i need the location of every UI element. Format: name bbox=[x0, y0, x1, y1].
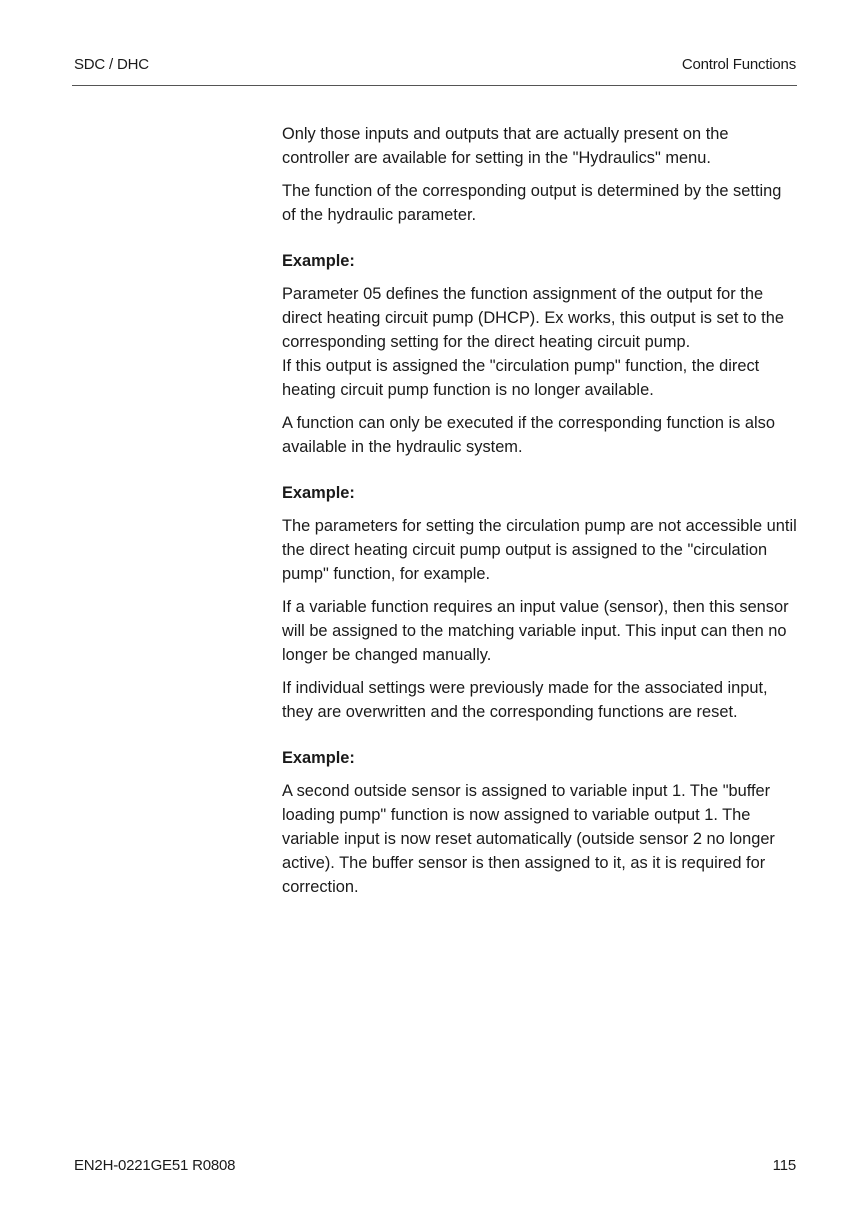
paragraph-inputs-outputs: Only those inputs and outputs that are actually present on the controller are available for setting in the "Hydraulics" menu. bbox=[282, 125, 729, 167]
paragraph-variable-function: If a variable function requires an input value (sensor), then this sensor will be assigned to the matching variable input. This input can then no longer be changed manually. bbox=[282, 598, 789, 664]
paragraph-function-execution: A function can only be executed if the corresponding function is also available in the hydraulic system. bbox=[282, 414, 775, 456]
example-heading-3: Example: bbox=[282, 749, 355, 767]
footer-page-number: 115 bbox=[772, 1157, 796, 1174]
header-divider bbox=[72, 85, 797, 86]
header-product: SDC / DHC bbox=[74, 56, 149, 73]
example-3-text: A second outside sensor is assigned to variable input 1. The "buffer loading pump" function is now assigned to variable output 1. The variable input is now reset automatically (outside sensor 2 no longer active). The buffer sensor is then assigned to it, as it is required for correction. bbox=[282, 782, 775, 896]
footer-document-code: EN2H-0221GE51 R0808 bbox=[74, 1157, 236, 1174]
example-heading-1: Example: bbox=[282, 252, 355, 270]
paragraph-individual-settings: If individual settings were previously made for the associated input, they are overwritten and the corresponding functions are reset. bbox=[282, 679, 768, 721]
paragraph-output-function: The function of the corresponding output is determined by the setting of the hydraulic parameter. bbox=[282, 182, 782, 224]
example-2-text: The parameters for setting the circulation pump are not accessible until the direct heating circuit pump output is assigned to the "circulation pump" function, for example. bbox=[282, 517, 797, 583]
example-1-text-a: Parameter 05 defines the function assignment of the output for the direct heating circuit pump (DHCP). Ex works, this output is set to the corresponding setting for the direct heating circuit pump. bbox=[282, 285, 784, 351]
example-heading-2: Example: bbox=[282, 484, 355, 502]
page-footer bbox=[74, 1157, 796, 1174]
page-header bbox=[74, 56, 796, 73]
main-content bbox=[282, 122, 797, 908]
header-section-title: Control Functions bbox=[681, 56, 796, 73]
example-1-text bbox=[282, 282, 797, 402]
example-1-text-b: If this output is assigned the "circulation pump" function, the direct heating circuit pump function is no longer available. bbox=[282, 357, 760, 399]
